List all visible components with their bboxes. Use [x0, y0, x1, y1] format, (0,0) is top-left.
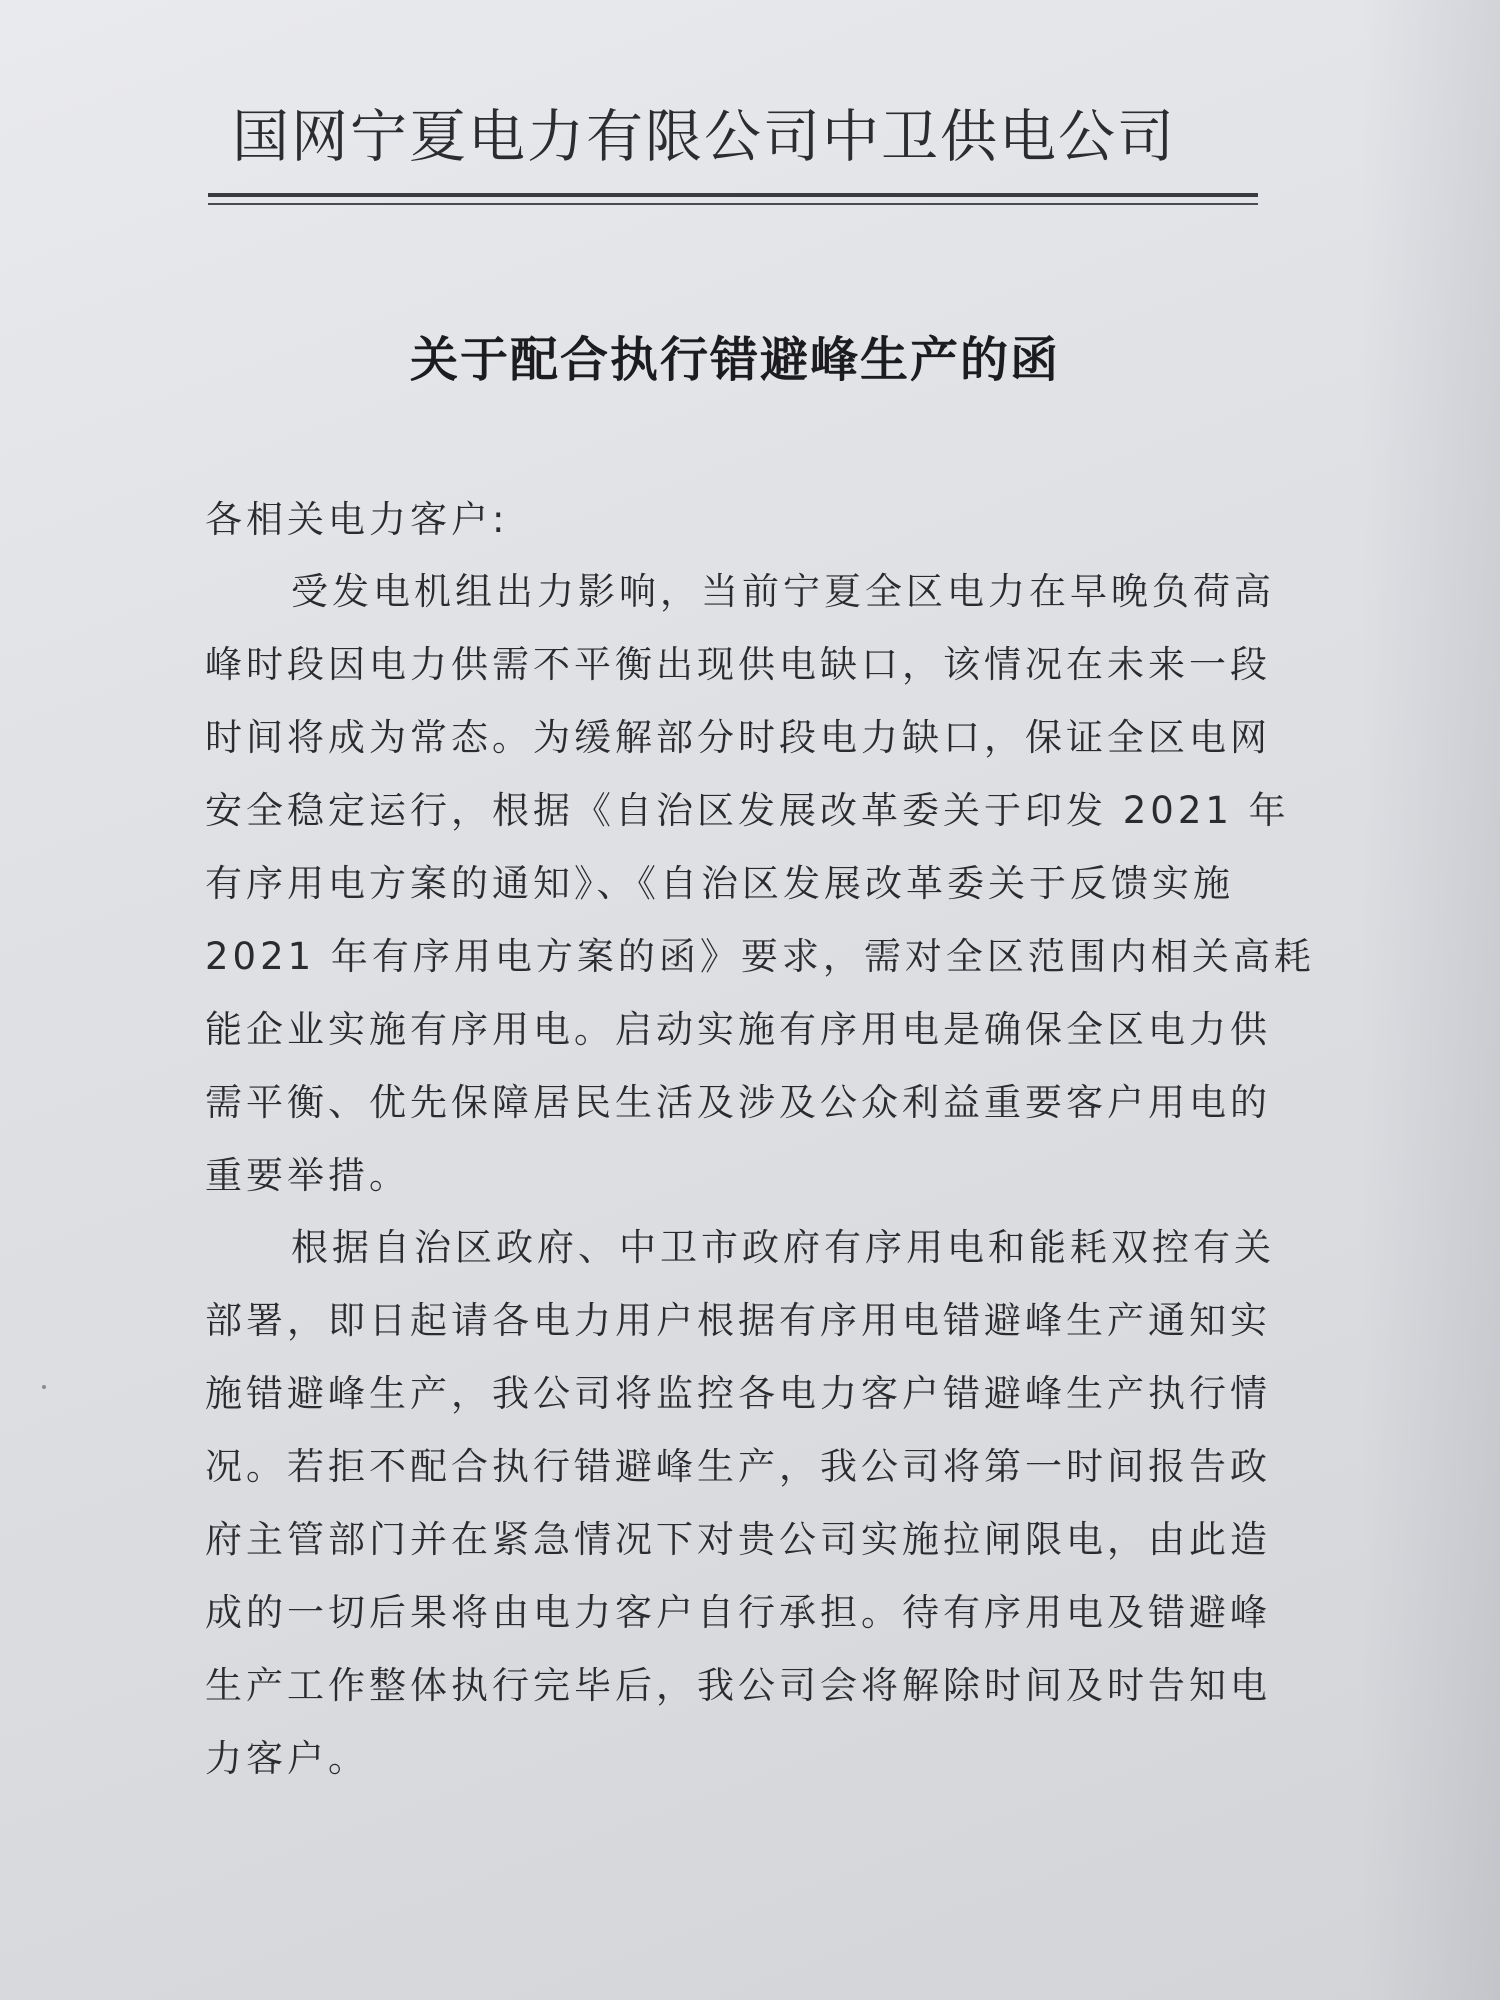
salutation: 各相关电力客户: [205, 498, 509, 541]
paragraph-line: 峰时段因电力供需不平衡出现供电缺口，该情况在未来一段 [205, 643, 1271, 686]
paragraph-line: 府主管部门并在紧急情况下对贵公司实施拉闸限电，由此造 [205, 1518, 1271, 1561]
header-rule-thin [208, 203, 1258, 205]
paragraph-line: 重要举措。 [205, 1154, 410, 1197]
body-paragraph-2 [205, 1211, 1285, 1795]
paragraph-line: 需平衡、优先保障居民生活及涉及公众利益重要客户用电的 [205, 1081, 1271, 1124]
paragraph-line: 安全稳定运行，根据《自治区发展改革委关于印发 2021 年 [205, 789, 1290, 832]
paragraph-line: 2021 年有序用电方案的函》要求，需对全区范围内相关高耗 [205, 935, 1315, 978]
paragraph-line: 有序用电方案的通知》、《自治区发展改革委关于反馈实施 [205, 862, 1234, 905]
paragraph-line: 根据自治区政府、中卫市政府有序用电和能耗双控有关 [291, 1226, 1275, 1269]
header-rule-thick [208, 193, 1258, 197]
paragraph-line: 部署，即日起请各电力用户根据有序用电错避峰生产通知实 [205, 1299, 1271, 1342]
body-paragraph-1 [205, 555, 1315, 1212]
paragraph-line: 时间将成为常态。为缓解部分时段电力缺口，保证全区电网 [205, 716, 1271, 759]
paragraph-line: 生产工作整体执行完毕后，我公司会将解除时间及时告知电 [205, 1664, 1271, 1707]
paragraph-line: 况。若拒不配合执行错避峰生产，我公司将第一时间报告政 [205, 1445, 1271, 1488]
paragraph-line: 成的一切后果将由电力客户自行承担。待有序用电及错避峰 [205, 1591, 1271, 1634]
document-title: 关于配合执行错避峰生产的函 [409, 332, 1060, 388]
page-shadow [1360, 0, 1500, 2000]
paper-speck [42, 1385, 46, 1389]
paragraph-line: 施错避峰生产，我公司将监控各电力客户错避峰生产执行情 [205, 1372, 1271, 1415]
paragraph-line: 能企业实施有序用电。启动实施有序用电是确保全区电力供 [205, 1008, 1271, 1051]
paragraph-line: 力客户。 [205, 1737, 369, 1780]
paragraph-line: 受发电机组出力影响，当前宁夏全区电力在早晚负荷高 [291, 570, 1275, 613]
organization-header: 国网宁夏电力有限公司中卫供电公司 [232, 104, 1176, 170]
